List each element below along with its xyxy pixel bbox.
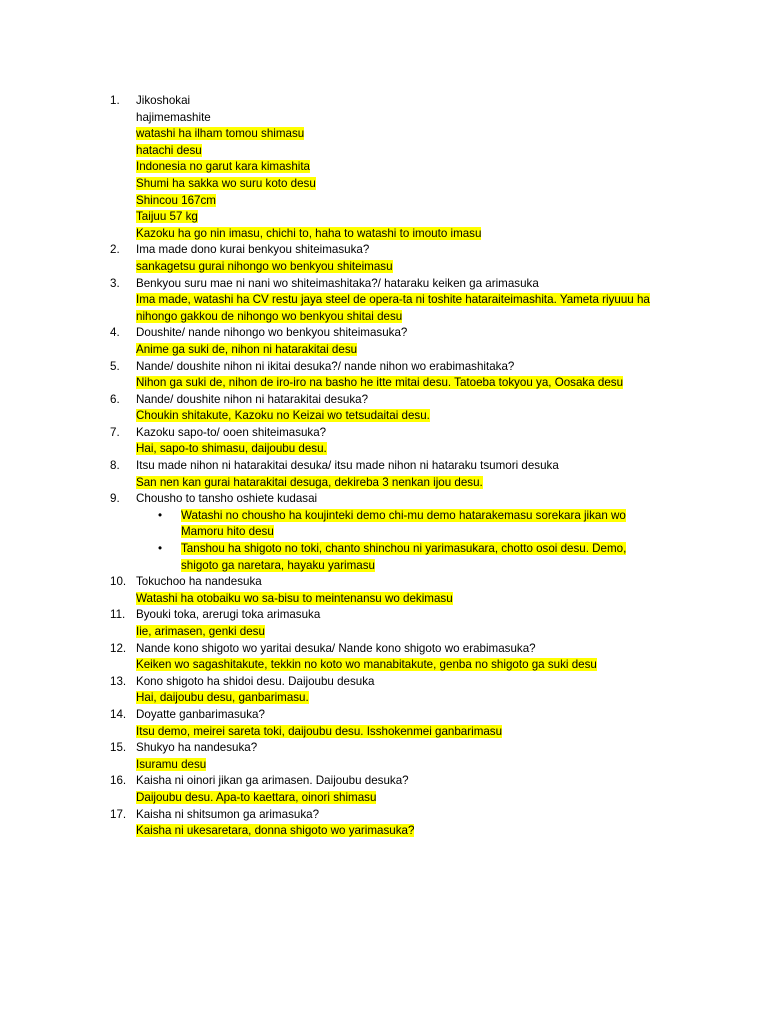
list-item — [0, 93, 768, 242]
answer-line — [0, 309, 768, 326]
highlighted-answer-text: Daijoubu desu. Apa-to kaettara, oinori shimasu — [136, 790, 377, 804]
list-item — [0, 276, 768, 326]
answer-line — [0, 110, 768, 127]
answer-line — [0, 823, 768, 840]
highlighted-answer-text: hatachi desu — [136, 143, 202, 157]
list-number: 4. — [110, 326, 120, 340]
list-item — [0, 458, 768, 491]
answer-line — [0, 176, 768, 193]
highlighted-answer-text: nihongo gakkou de nihongo wo benkyou shitai desu — [136, 309, 403, 323]
list-item — [0, 674, 768, 707]
question-text: Nande kono shigoto wo yaritai desuka/ Nande kono shigoto wo erabimasuka? — [136, 641, 536, 655]
answer-line — [0, 591, 768, 608]
bullet-icon: • — [158, 508, 163, 522]
question-line — [0, 773, 768, 790]
answer-line — [0, 657, 768, 674]
question-text: Nande/ doushite nihon ni hatarakitai desuka? — [136, 392, 369, 406]
answer-line — [0, 143, 768, 160]
question-line — [0, 276, 768, 293]
answer-line — [0, 408, 768, 425]
highlighted-answer-text: Indonesia no garut kara kimashita — [136, 160, 311, 174]
highlighted-answer-text: watashi ha ilham tomou shimasu — [136, 127, 305, 141]
answer-line — [0, 159, 768, 176]
highlighted-answer-text: Itsu demo, meirei sareta toki, daijoubu desu. Isshokenmei ganbarimasu — [136, 724, 503, 738]
list-number: 16. — [110, 774, 127, 788]
list-item — [0, 773, 768, 806]
list-item — [0, 641, 768, 674]
list-number: 8. — [110, 459, 120, 473]
highlighted-answer-text: Kazoku ha go nin imasu, chichi to, haha to watashi to imouto imasu — [136, 226, 482, 240]
list-number: 9. — [110, 492, 120, 506]
question-text: Doyatte ganbarimasuka? — [136, 707, 265, 721]
list-item — [0, 574, 768, 607]
answer-line — [0, 724, 768, 741]
question-text: Kazoku sapo-to/ ooen shiteimasuka? — [136, 425, 327, 439]
highlighted-answer-text: Choukin shitakute, Kazoku no Keizai wo tetsudaitai desu. — [136, 409, 430, 423]
highlighted-answer-text: Iie, arimasen, genki desu — [136, 625, 265, 638]
highlighted-answer-text: Keiken wo sagashitakute, tekkin no koto wo manabitakute, genba no shigoto ga suki desu — [136, 658, 597, 672]
list-item — [0, 242, 768, 275]
question-line — [0, 392, 768, 409]
question-text: Byouki toka, arerugi toka arimasuka — [136, 608, 321, 622]
answer-line — [0, 209, 768, 226]
answer-line — [0, 292, 768, 309]
highlighted-bullet-text: Watashi no chousho ha koujinteki demo chi-mu demo hatarakemasu sorekara jikan wo — [181, 508, 626, 522]
list-item — [0, 807, 768, 840]
highlighted-answer-text: Taijuu 57 kg — [136, 210, 198, 224]
list-item — [0, 607, 768, 640]
highlighted-answer-text: Hai, daijoubu desu, ganbarimasu. — [136, 691, 309, 705]
question-text: Kaisha ni oinori jikan ga arimasen. Daijoubu desuka? — [136, 774, 409, 788]
question-line — [0, 325, 768, 342]
answer-line — [0, 126, 768, 143]
question-line — [0, 641, 768, 658]
question-text: Ima made dono kurai benkyou shiteimasuka? — [136, 243, 370, 257]
answer-line — [0, 342, 768, 359]
question-text: Doushite/ nande nihongo wo benkyou shiteimasuka? — [136, 326, 408, 340]
highlighted-answer-text: Hai, sapo-to shimasu, daijoubu desu. — [136, 442, 327, 456]
highlighted-bullet-text: Mamoru hito desu — [181, 525, 274, 539]
highlighted-answer-text: Ima made, watashi ha CV restu jaya steel de opera-ta ni toshite hataraiteimashita. Yameta riyuuu ha — [136, 293, 650, 307]
list-number: 5. — [110, 359, 120, 373]
highlighted-answer-text: San nen kan gurai hatarakitai desuga, dekireba 3 nenkan ijou desu. — [136, 475, 483, 489]
list-number: 11. — [110, 608, 126, 622]
question-text: Kono shigoto ha shidoi desu. Daijoubu desuka — [136, 674, 375, 688]
question-line — [0, 93, 768, 110]
list-item — [0, 707, 768, 740]
highlighted-answer-text: Watashi ha otobaiku wo sa-bisu to meintenansu wo dekimasu — [136, 591, 453, 605]
highlighted-answer-text: Isuramu desu — [136, 757, 207, 771]
highlighted-answer-text: Shumi ha sakka wo suru koto desu — [136, 176, 316, 190]
list-number: 2. — [110, 243, 120, 257]
question-text: Tokuchoo ha nandesuka — [136, 575, 262, 589]
question-line — [0, 607, 768, 624]
bullet-line — [0, 541, 768, 558]
answer-line — [0, 193, 768, 210]
list-number: 3. — [110, 276, 120, 290]
list-number: 12. — [110, 641, 127, 655]
bullet-line — [0, 524, 768, 541]
list-number: 13. — [110, 674, 127, 688]
question-text: Chousho to tansho oshiete kudasai — [136, 492, 318, 506]
list-item — [0, 425, 768, 458]
highlighted-answer-text: Nihon ga suki de, nihon de iro-iro na basho he itte mitai desu. Tatoeba tokyou ya, Oosaka desu — [136, 376, 624, 390]
highlighted-answer-text: Kaisha ni ukesaretara, donna shigoto wo yarimasuka? — [136, 824, 415, 838]
answer-text: hajimemashite — [136, 110, 211, 124]
question-line — [0, 707, 768, 724]
list-item — [0, 359, 768, 392]
list-item — [0, 740, 768, 773]
answer-line — [0, 259, 768, 276]
question-line — [0, 574, 768, 591]
highlighted-answer-text: Anime ga suki de, nihon ni hatarakitai desu — [136, 342, 358, 356]
question-text: Kaisha ni shitsumon ga arimasuka? — [136, 807, 320, 821]
question-text: Nande/ doushite nihon ni ikitai desuka?/ nande nihon wo erabimashitaka? — [136, 359, 515, 373]
bullet-line — [0, 558, 768, 575]
highlighted-bullet-text: Tanshou ha shigoto no toki, chanto shinchou ni yarimasukara, chotto osoi desu. Demo, — [181, 542, 627, 556]
answer-line — [0, 757, 768, 774]
list-item — [0, 392, 768, 425]
answer-line — [0, 475, 768, 492]
list-number: 6. — [110, 392, 120, 406]
question-line — [0, 491, 768, 508]
list-item — [0, 491, 768, 574]
list-item — [0, 325, 768, 358]
answer-line — [0, 226, 768, 243]
answer-line — [0, 441, 768, 458]
answer-line — [0, 624, 768, 641]
question-line — [0, 458, 768, 475]
list-number: 1. — [110, 94, 120, 107]
list-number: 7. — [110, 425, 120, 439]
list-number: 10. — [110, 575, 127, 589]
question-text: Jikoshokai — [136, 94, 191, 107]
question-line — [0, 674, 768, 691]
question-text: Shukyo ha nandesuka? — [136, 741, 258, 755]
numbered-list — [0, 93, 768, 840]
bullet-line — [0, 508, 768, 525]
list-number: 17. — [110, 807, 127, 821]
list-number: 14. — [110, 707, 127, 721]
highlighted-answer-text: sankagetsu gurai nihongo wo benkyou shiteimasu — [136, 259, 393, 273]
highlighted-answer-text: Shincou 167cm — [136, 193, 216, 207]
highlighted-bullet-text: shigoto ga naretara, hayaku yarimasu — [181, 558, 375, 572]
question-text: Benkyou suru mae ni nani wo shiteimashitaka?/ hataraku keiken ga arimasuka — [136, 276, 539, 290]
question-line — [0, 359, 768, 376]
list-number: 15. — [110, 741, 127, 755]
question-text: Itsu made nihon ni hatarakitai desuka/ itsu made nihon ni hataraku tsumori desuka — [136, 459, 559, 473]
answer-line — [0, 790, 768, 807]
question-line — [0, 425, 768, 442]
bullet-icon: • — [158, 542, 163, 556]
answer-line — [0, 375, 768, 392]
question-line — [0, 807, 768, 824]
question-line — [0, 740, 768, 757]
question-line — [0, 242, 768, 259]
answer-line — [0, 690, 768, 707]
